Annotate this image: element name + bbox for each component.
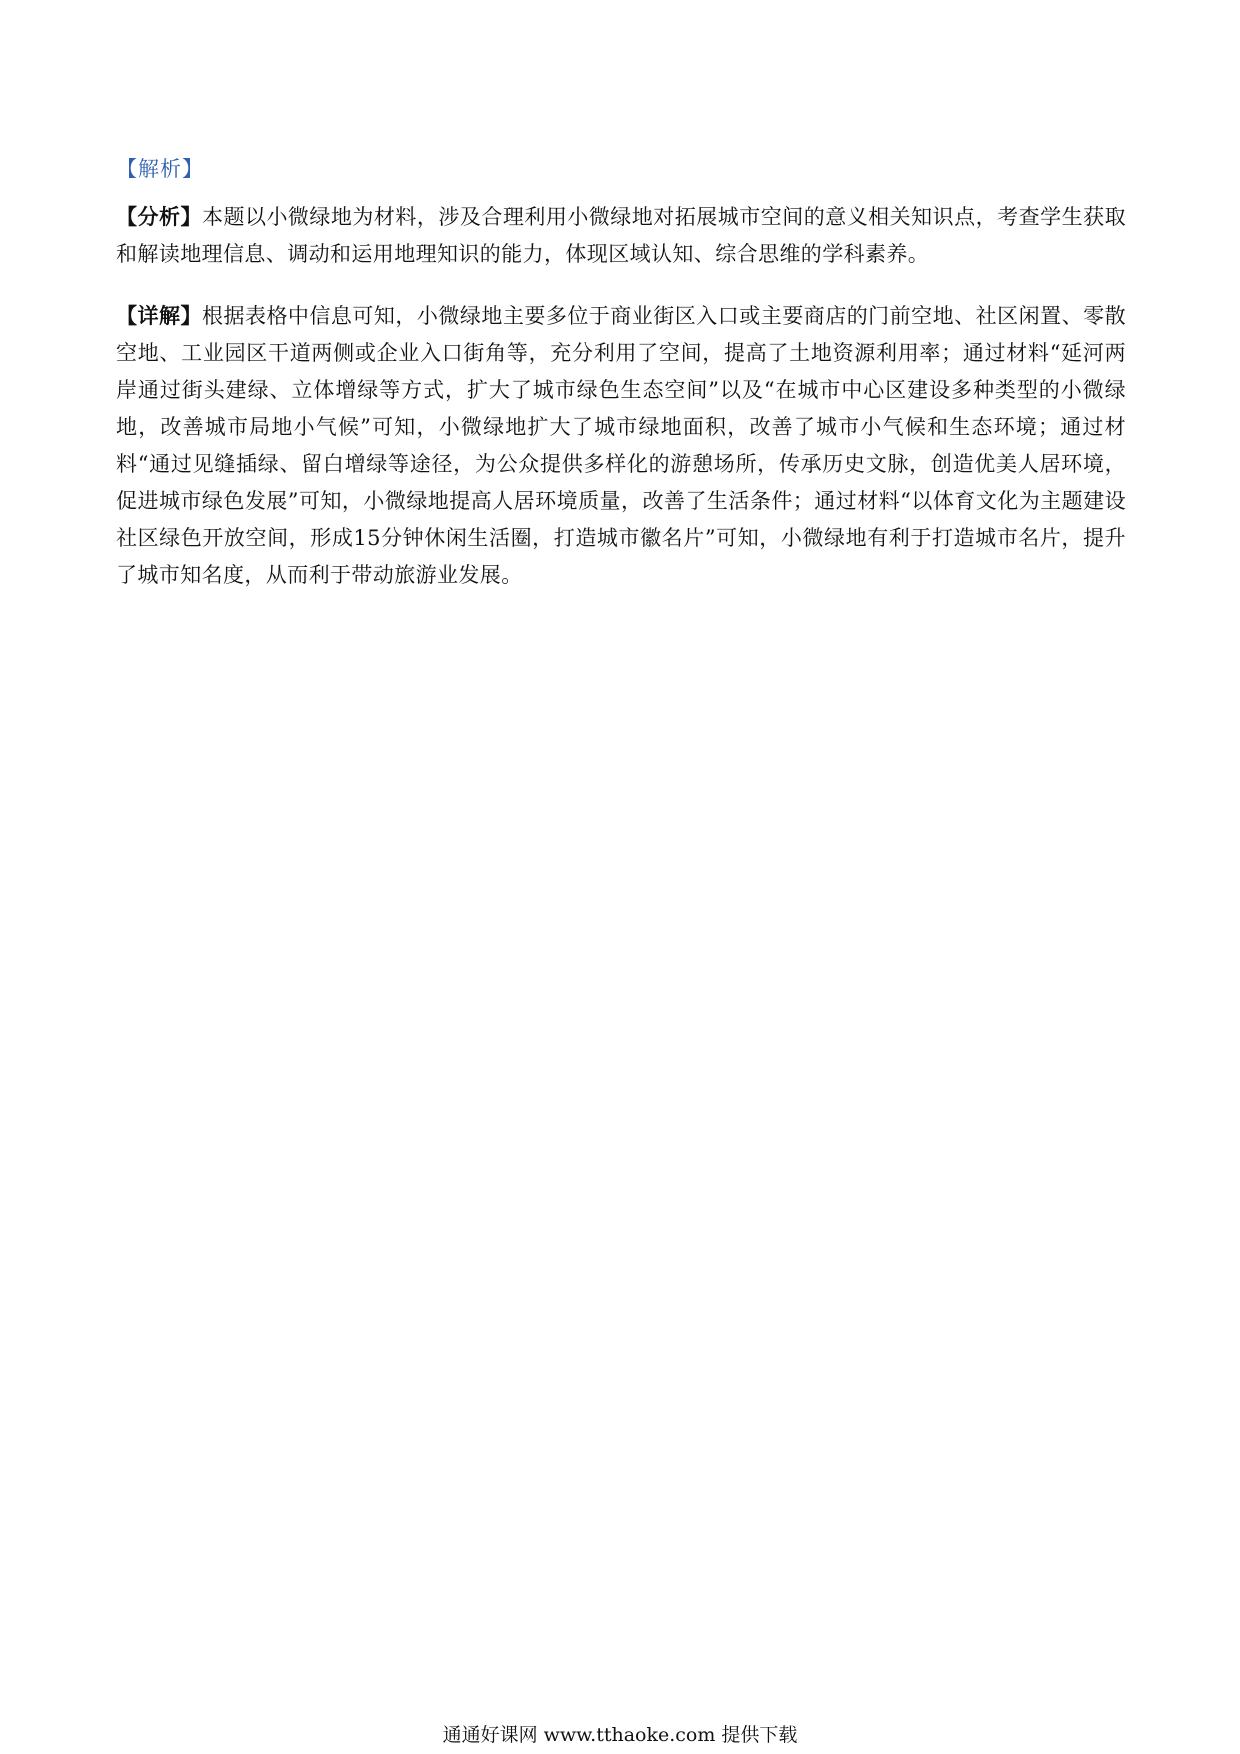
section-heading: 【解析】 — [116, 157, 204, 181]
detail-tag: 【详解】 — [116, 303, 202, 328]
footer-source-text: 通通好课网 www.tthaoke.com 提供下载 — [442, 1724, 798, 1746]
detail-paragraph — [116, 297, 1126, 594]
analysis-tag: 【分析】 — [116, 204, 202, 229]
analysis-paragraph — [116, 198, 1126, 273]
analysis-text: 本题以小微绿地为材料，涉及合理利用小微绿地对拓展城市空间的意义相关知识点，考查学生获取和解读地理信息、调动和运用地理知识的能力，体现区域认知、综合思维的学科素养。 — [116, 205, 1126, 266]
detail-text: 根据表格中信息可知，小微绿地主要多位于商业街区入口或主要商店的门前空地、社区闲置、零散空地、工业园区干道两侧或企业入口街角等，充分利用了空间，提高了土地资源利用率；通过材料“延河两岸通过街头建绿、立体增绿等方式，扩大了城市绿色生态空间”以及“在城市中心区建设多种类型的小微绿地，改善城市局地小气候”可知，小微绿地扩大了城市绿地面积，改善了城市小气候和生态环境；通过材料“通过见缝插绿、留白增绿等途径，为公众提供多样化的游憩场所，传承历史文脉，创造优美人居环境，促进城市绿色发展”可知，小微绿地提高人居环境质量，改善了生活条件；通过材料“以体育文化为主题建设社区绿色开放空间，形成15分钟休闲生活圈，打造城市徽名片”可知，小微绿地有利于打造城市名片，提升了城市知名度，从而利于带动旅游业发展。 — [116, 304, 1126, 587]
